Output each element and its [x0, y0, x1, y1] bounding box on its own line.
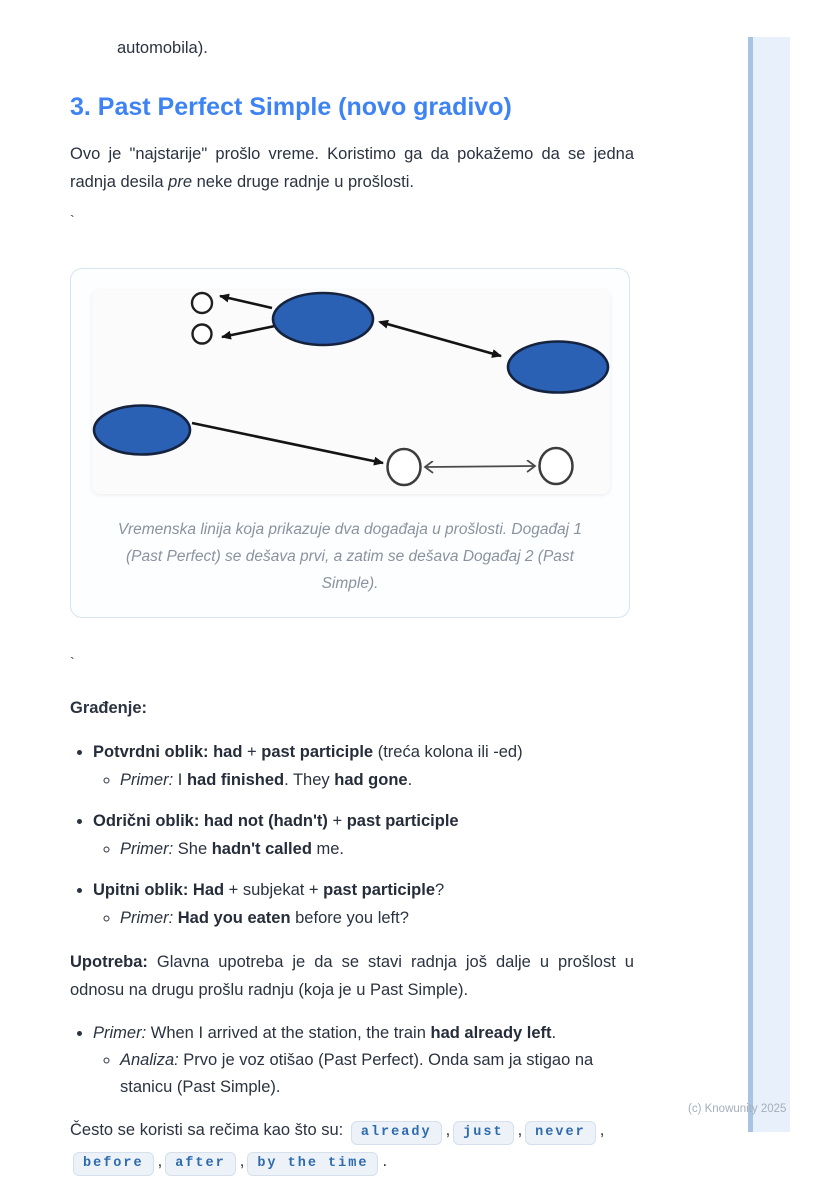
plain-text: Glavna upotreba je da se stavi radnja još dalje u prošlost u odnosu na drugu prošlu radnju (koja je u Past Simple).: [70, 953, 634, 999]
event-ellipse-left: [94, 406, 190, 455]
intro-text-end: neke druge radnje u prošlosti.: [192, 173, 414, 191]
plain-text: (treća kolona ili -ed): [373, 743, 523, 761]
affirmative-bold: Potvrdni oblik: had: [93, 743, 243, 761]
code-badge-after: after: [165, 1152, 236, 1176]
figure-caption: Vremenska linija koja prikazuje dva događaja u prošlosti. Događaj 1 (Past Perfect) se dešava prvi, a zatim se dešava Događaj 2 (Past Simple).: [117, 521, 583, 592]
plain-text: before you left?: [290, 909, 409, 927]
plain-text: When I arrived at the station, the train: [146, 1024, 431, 1042]
usage-example-list: [70, 1020, 634, 1101]
plain-text: ?: [435, 881, 445, 899]
arrow-to-small-circle-2: [222, 326, 275, 337]
comma: ,: [239, 1152, 245, 1170]
example-affirmative: [120, 766, 634, 794]
list-item-question: [93, 876, 634, 932]
plain-text: .: [551, 1024, 557, 1042]
comma: ,: [445, 1121, 451, 1139]
page-scrollbar[interactable]: [748, 37, 790, 1132]
usage-example: [93, 1020, 634, 1101]
negative-bold: Odrični oblik: had not (hadn't): [93, 812, 328, 830]
often-used-paragraph: [70, 1115, 634, 1177]
plain-text: me.: [311, 840, 344, 858]
sub-list: [93, 835, 634, 863]
small-circle-1: [192, 293, 212, 313]
bold-example: had finished: [186, 771, 285, 789]
intro-paragraph: [70, 140, 634, 196]
event-ellipse-top: [273, 293, 373, 345]
double-arrow-top: [380, 322, 501, 356]
plain-text: +: [242, 743, 262, 761]
past-participle-bold: past participle: [323, 881, 436, 899]
page-scrollbar-thumb[interactable]: [748, 37, 753, 1132]
past-participle-bold: past participle: [261, 743, 374, 761]
example-question: [120, 904, 634, 932]
period: .: [382, 1152, 388, 1170]
sub-list: [93, 904, 634, 932]
timeline-diagram-svg: [92, 290, 610, 494]
gradjenje-label: Građenje:: [70, 699, 148, 717]
plain-text: + subjekat +: [224, 881, 324, 899]
analiza-label: Analiza:: [120, 1051, 179, 1069]
plain-text: I: [173, 771, 187, 789]
arrow-to-bottom-circle: [192, 423, 383, 463]
plain-text: .: [407, 771, 413, 789]
comma: ,: [517, 1121, 523, 1139]
primer-label: Primer:: [120, 840, 174, 858]
upotreba-paragraph: [70, 948, 634, 1004]
often-lead-text: Često se koristi sa rečima kao što su:: [70, 1121, 348, 1139]
small-circle-2: [193, 325, 212, 344]
question-bold: Upitni oblik: Had: [93, 881, 225, 899]
code-badge-before: before: [73, 1152, 154, 1176]
upotreba-label: Upotreba:: [70, 953, 148, 971]
bold-example: had already left: [430, 1024, 552, 1042]
plain-text: . They: [284, 771, 335, 789]
plain-text: +: [327, 812, 347, 830]
double-arrow-bottom: [426, 466, 534, 467]
plain-text: She: [173, 840, 212, 858]
comma: ,: [157, 1152, 163, 1170]
bottom-circle-2: [540, 448, 573, 484]
stray-backtick-2: `: [70, 654, 75, 670]
arrow-to-small-circle-1: [220, 296, 272, 308]
primer-label: Primer:: [120, 771, 174, 789]
intro-emphasis: pre: [168, 173, 193, 191]
code-badge-never: never: [525, 1121, 596, 1145]
list-item-affirmative: [93, 738, 634, 794]
timeline-diagram: [92, 290, 610, 494]
bottom-circle-1: [388, 449, 421, 485]
comma: ,: [599, 1121, 605, 1139]
bold-example: hadn't called: [211, 840, 312, 858]
stray-backtick-1: `: [70, 212, 75, 228]
primer-label: Primer:: [120, 909, 174, 927]
primer-label: Primer:: [93, 1024, 147, 1042]
forms-list: [70, 738, 634, 932]
analysis-item: [120, 1047, 634, 1101]
intro-text: Ovo je "najstarije" prošlo vreme. Koristimo ga da pokažemo da se jedna radnja desila: [70, 145, 634, 191]
sub-list: [93, 1047, 634, 1101]
event-ellipse-right: [508, 342, 608, 393]
figure-card: [70, 268, 630, 618]
continuation-text: automobila).: [117, 39, 208, 57]
bold-example: had gone: [334, 771, 408, 789]
sub-list: [93, 766, 634, 794]
copyright-watermark: (c) Knowunity 2025: [688, 1103, 787, 1115]
code-badge-already: already: [351, 1121, 442, 1145]
example-negative: [120, 835, 634, 863]
document-content: [70, 0, 634, 1177]
past-participle-bold: past participle: [346, 812, 459, 830]
plain-text: Prvo je voz otišao (Past Perfect). Onda sam ja stigao na stanicu (Past Simple).: [120, 1051, 594, 1096]
code-badge-by-the-time: by the time: [247, 1152, 378, 1176]
list-item-negative: [93, 807, 634, 863]
section-heading: 3. Past Perfect Simple (novo gradivo): [70, 93, 512, 121]
code-badge-just: just: [453, 1121, 513, 1145]
bold-example: Had you eaten: [177, 909, 291, 927]
